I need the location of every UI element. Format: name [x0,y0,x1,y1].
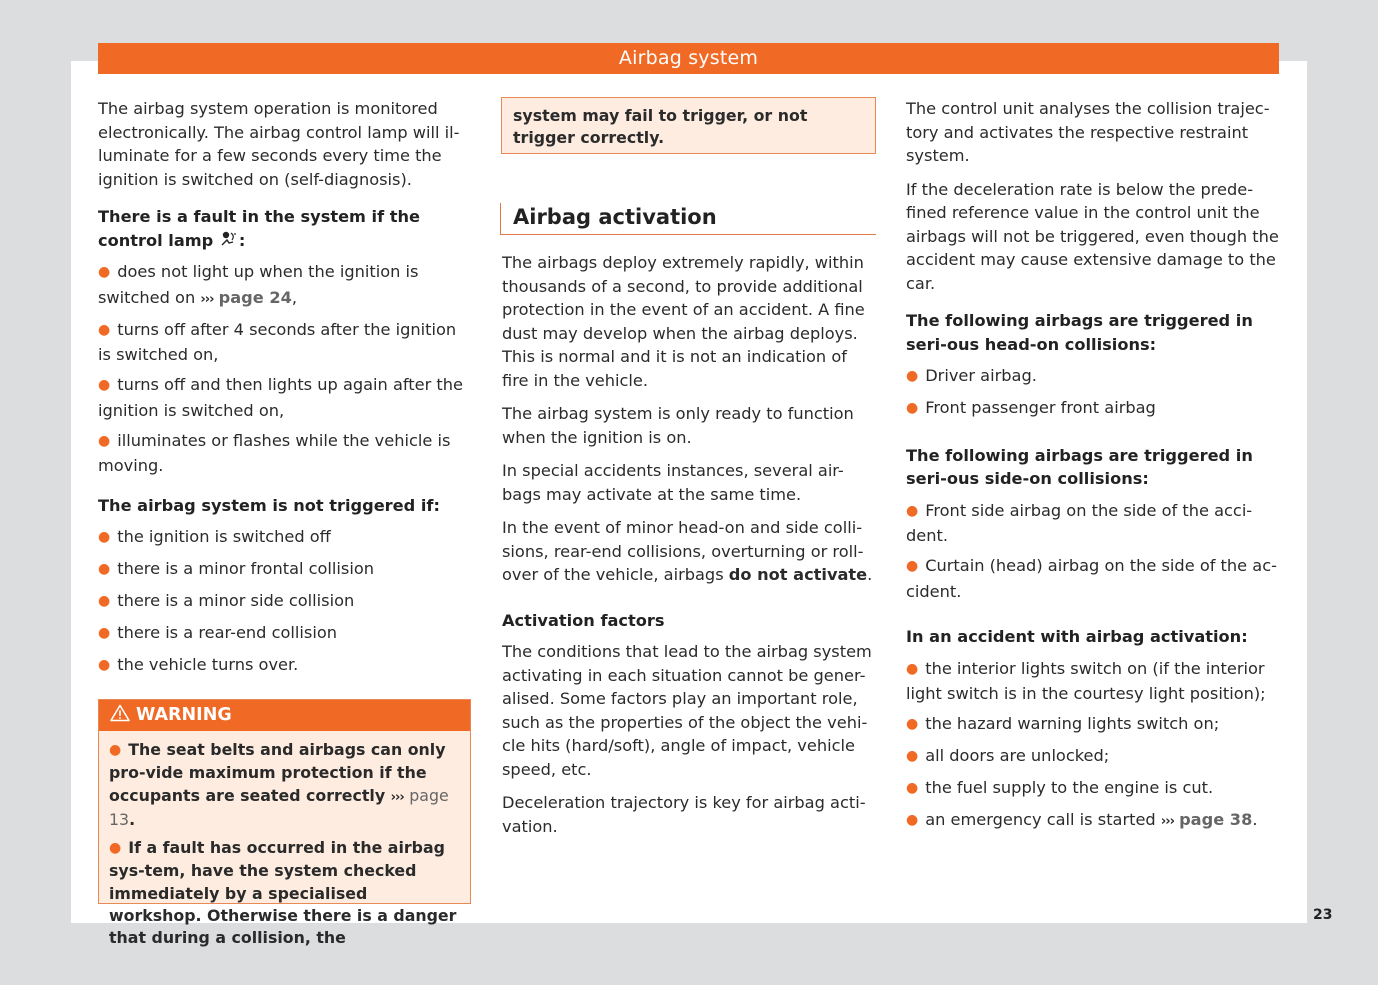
bullet-icon: ● [906,780,919,796]
headon-heading: The following airbags are triggered in seri-ous head-on collisions: [906,311,1253,354]
bullet-icon: ● [906,748,919,764]
list-item: ● the hazard warning lights switch on; [906,714,1220,733]
list-item: ● the interior lights switch on (if the interior light switch is in the courtesy light position); [906,658,1266,703]
bullet-icon: ● [98,561,111,577]
bullet-icon: ● [906,660,919,677]
side-heading: The following airbags are triggered in seri-ous side-on collisions: [906,445,1253,488]
warning-header [99,700,470,731]
list-item: ● all doors are unlocked; [906,746,1110,765]
list-item: ● illuminates or flashes while the vehicle is moving. [98,430,451,475]
accident-heading: In an accident with airbag activation: [906,627,1248,646]
paragraph: The control unit analyses the collision trajec-tory and activates the respective restraint system. [906,99,1270,165]
airbag-lamp-icon [219,230,239,248]
list-item: ● turns off after 4 seconds after the ignition is switched on, [98,319,457,364]
warning-body [99,731,470,950]
page-number: 23 [1313,907,1333,923]
page-reference-link[interactable]: page 13 [109,785,449,829]
section-title: Airbag activation [500,203,876,235]
bullet-icon: ● [98,264,111,280]
warning-title: WARNING [136,705,232,725]
paragraph: The airbags deploy extremely rapidly, within thousands of a second, to provide additional protection in the event of an accident. A fine dust may develop when the airbag deploys. This is normal and it is not an indication of fire in the vehicle. [502,253,865,390]
bullet-icon: ● [98,657,111,673]
paragraph: In special accidents instances, several air-bags may activate at the same time. [502,461,844,504]
bullet-icon: ● [98,529,111,545]
chapter-header: Airbag system [98,43,1279,74]
bullet-icon: ● [98,377,111,393]
warning-item: ● The seat belts and airbags can only pro-vide maximum protection if the occupants are seated correctly ››› page 13. [109,740,449,829]
bullet-icon: ● [98,625,111,641]
warning-continuation-box: system may fail to trigger, or not trigger correctly. [501,97,876,154]
reference-arrow-icon: ››› [390,789,404,805]
list-item: ● turns off and then lights up again after the ignition is switched on, [98,375,463,420]
side-list [906,499,1281,604]
paragraph: Deceleration trajectory is key for airbag acti-vation. [502,793,866,836]
list-item: ● there is a minor side collision [98,591,355,610]
bullet-icon: ● [906,558,919,574]
fault-heading: There is a fault in the system if the control lamp : [98,207,421,250]
bullet-icon: ● [906,368,919,384]
headon-list [906,364,1281,422]
bullet-icon: ● [98,432,111,449]
not-triggered-list [98,525,473,679]
bullet-icon: ● [906,400,919,416]
list-item: ● the vehicle turns over. [98,655,299,674]
column-3 [906,97,1281,840]
bullet-icon: ● [109,742,122,758]
warning-box [98,699,471,948]
column-1 [98,97,473,685]
bullet-icon: ● [906,716,919,732]
list-item: ● there is a minor frontal collision [98,559,375,578]
list-item: ● does not light up when the ignition is switched on ››› page 24, [98,262,419,307]
paragraph: If the deceleration rate is below the prede-fined reference value in the control unit the airbags will not be triggered, even though the accident may cause extensive damage to the car. [906,179,1279,293]
warning-triangle-icon [110,704,130,722]
warning-item: ● If a fault has occurred in the airbag sys-tem, have the system checked immediately by a specialised workshop. Otherwise there is a danger that during a collision, the [109,838,457,948]
list-item: ● the ignition is switched off [98,527,331,546]
page-reference-link[interactable]: page 38 [1179,810,1253,829]
activation-factors-heading: Activation factors [502,610,665,630]
list-item: ● there is a rear-end collision [98,623,337,642]
not-triggered-heading: The airbag system is not triggered if: [98,495,440,515]
reference-arrow-icon: ››› [200,291,214,307]
list-item: ● the fuel supply to the engine is cut. [906,778,1214,797]
intro-paragraph: The airbag system operation is monitored electronically. The airbag control lamp will il-luminate for a few seconds every time the ignition is switched on (self-diagnosis). [98,99,460,189]
list-item: ● Curtain (head) airbag on the side of the ac-cident. [906,556,1277,601]
paragraph: The conditions that lead to the airbag system activating in each situation cannot be gener-alised. Some factors play an important role, such as the properties of the object the vehi-cle hits (hard/soft), angle of impact, vehicle speed, etc. [502,642,872,779]
page-reference-link[interactable]: page 24 [218,287,292,307]
bullet-icon: ● [906,812,919,828]
list-item: ● Driver airbag. [906,366,1037,385]
list-item: ● an emergency call is started ››› page 38. [906,810,1258,829]
bullet-icon: ● [906,502,919,519]
fault-list [98,260,473,478]
paragraph: The airbag system is only ready to function when the ignition is on. [502,404,854,447]
paragraph: In the event of minor head-on and side colli-sions, rear-end collisions, overturning or roll-over of the vehicle, airbags do not activate. [502,518,873,584]
bullet-icon: ● [98,593,111,609]
reference-arrow-icon: ››› [1160,814,1174,829]
bullet-icon: ● [109,840,122,857]
list-item: ● Front passenger front airbag [906,398,1156,417]
accident-list [906,657,1281,834]
column-2 [502,251,877,848]
list-item: ● Front side airbag on the side of the acci-dent. [906,500,1253,545]
bullet-icon: ● [98,321,111,338]
